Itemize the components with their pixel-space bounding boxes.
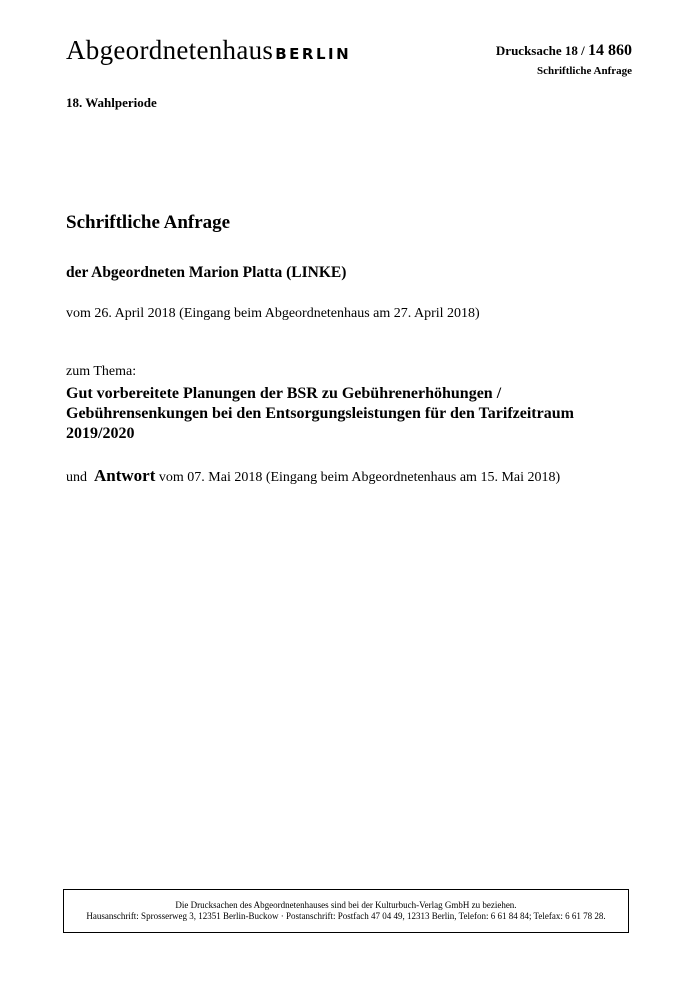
document-kind: Schriftliche Anfrage [536,65,632,77]
parliament-logo [66,35,351,66]
topic-label: zum Thema: [66,364,137,379]
submission-dates: vom 26. April 2018 (Eingang beim Abgeordnetenhaus am 27. April 2018) [66,306,480,321]
answer-word: Antwort [94,466,156,485]
drucksache-prefix: Drucksache 18 / [495,43,585,58]
answer-line [66,466,560,486]
document-title: Schriftliche Anfrage [66,212,231,233]
footer-line-address: Hausanschrift: Sprosserweg 3, 12351 Berlin-Buckow · Postanschrift: Postfach 47 04 49, 12313 Berlin, Telefon: 6 61 84 84; Telefax: 6 61 78 28. [86,911,606,921]
logo-main-text: Abgeordnetenhaus [66,35,274,65]
drucksache-line [496,42,632,60]
document-reference [496,42,632,77]
answer-prefix: und [66,470,87,485]
topic-title: Gut vorbereitete Planungen der BSR zu Gebührenerhöhungen / Gebührensenkungen bei den Entsorgungsleistungen für den Tarifzeitraum 2019/2020 [66,385,574,442]
legislative-period: 18. Wahlperiode [66,95,157,110]
footer-line-distribution: Die Drucksachen des Abgeordnetenhauses sind bei der Kulturbuch-Verlag GmbH zu beziehen. [175,900,517,910]
author-line: der Abgeordneten Marion Platta (LINKE) [66,264,347,281]
logo-city-text: BERLIN [275,45,352,63]
drucksache-number: 14 860 [588,42,632,59]
footer-notice-box [63,889,629,933]
answer-dates: vom 07. Mai 2018 (Eingang beim Abgeordnetenhaus am 15. Mai 2018) [158,470,561,485]
